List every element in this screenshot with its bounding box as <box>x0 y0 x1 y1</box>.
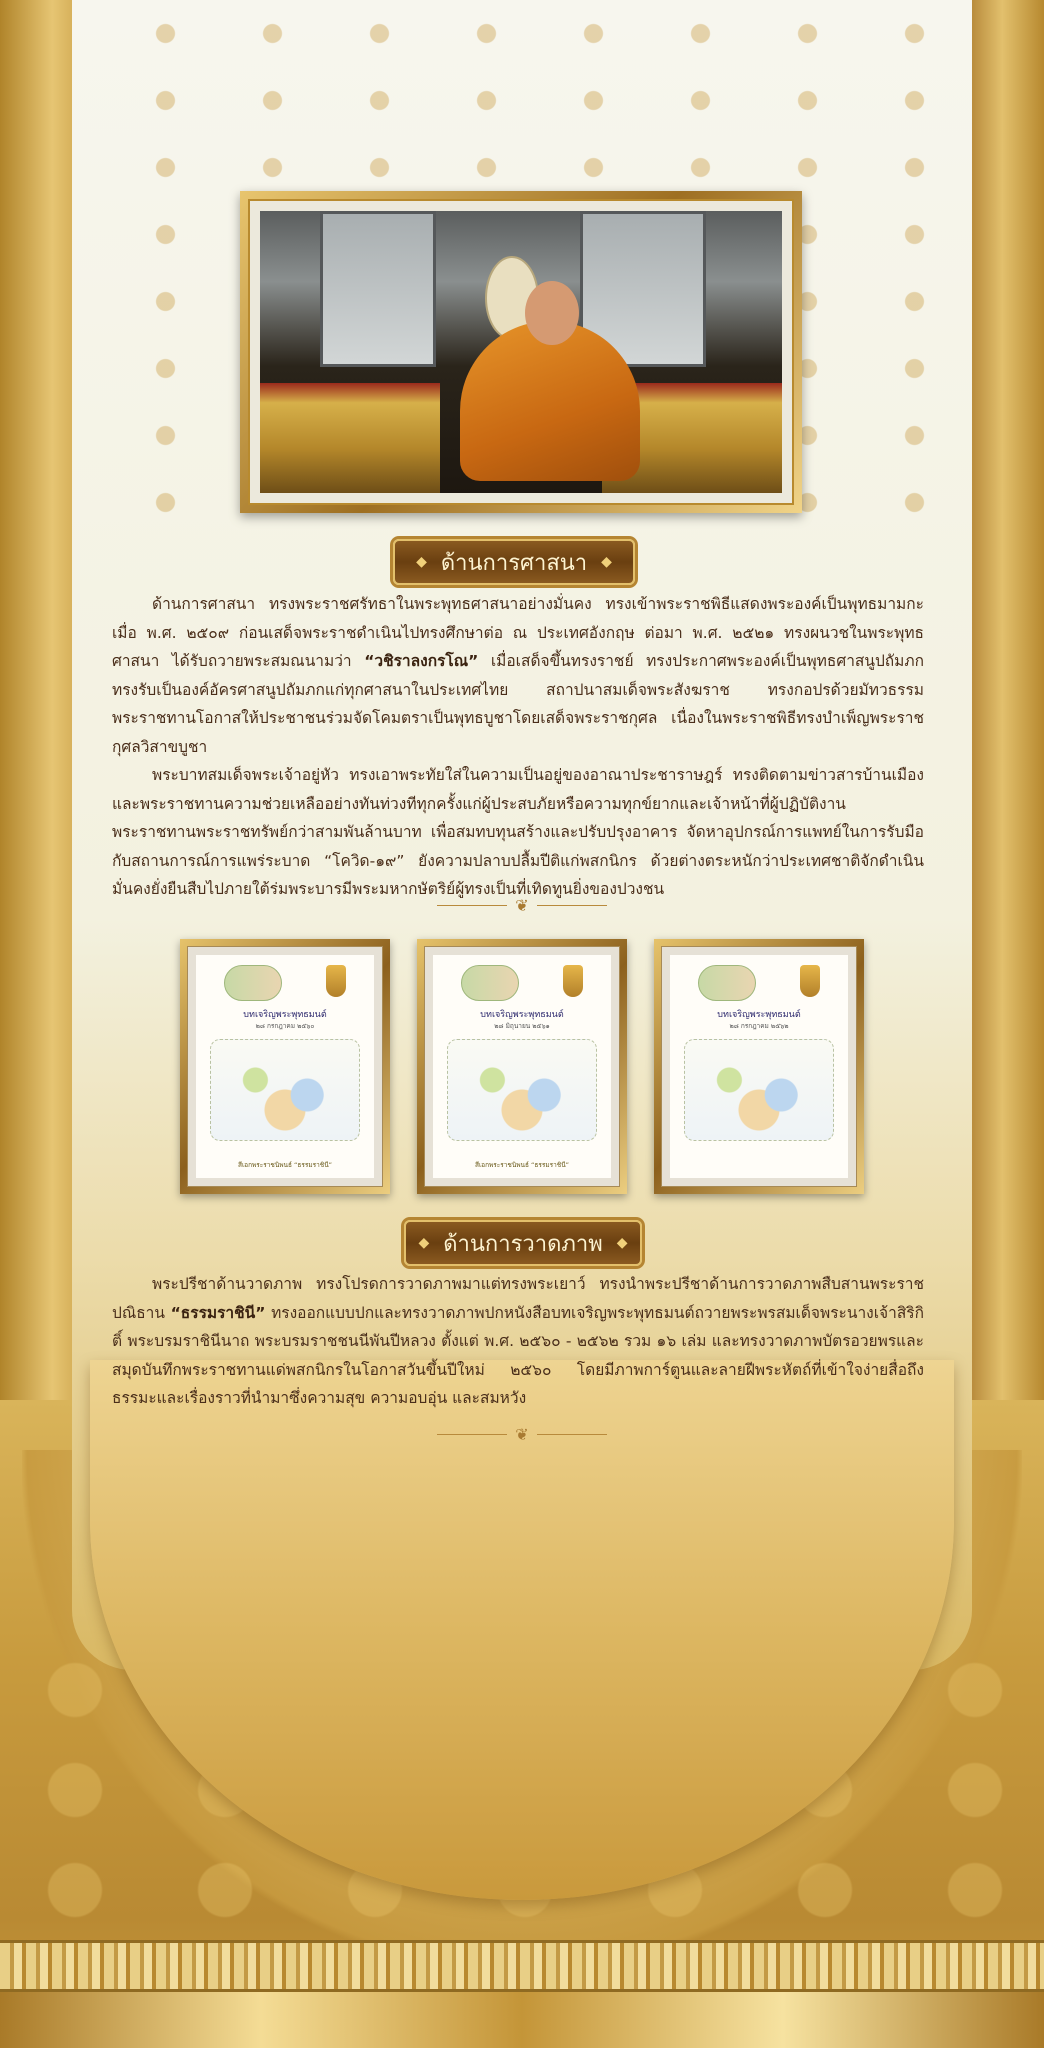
monk-photo-frame <box>240 191 802 513</box>
cartoon-drawing <box>210 1039 360 1141</box>
drawing-paragraph: พระปรีชาด้านวาดภาพ ทรงโปรดการวาดภาพมาแต่ทรงพระเยาว์ ทรงนำพระปรีชาด้านการวาดภาพสืบสานพระราชปณิธาน “ธรรมราชินี” ทรงออกแบบปกและทรงวาดภาพปกหนังสือบทเจริญพระพุทธมนต์ถวายพระพรสมเด็จพระนางเจ้าสิริกิติ์ พระบรมราชินีนาถ พระบรมราชชนนีพันปีหลวง ตั้งแต่ พ.ศ. ๒๕๖๐ - ๒๕๖๒ รวม ๑๖ เล่ม และทรงวาดภาพบัตรอวยพรและสมุดบันทึกพระราชทานแด่พสกนิกรในโอกาสวันขึ้นปีใหม่ ๒๕๖๐ โดยมีภาพการ์ตูนและลายฝีพระหัตถ์ที่เข้าใจง่ายสื่อถึงธรรมะและเรื่องราวที่นำมาซึ่งความสุข ความอบอุ่น และสมหวัง <box>112 1275 924 1407</box>
greeting-card-3: บทเจริญพระพุทธมนต์ ๒๘ กรกฎาคม ๒๕๖๒ <box>654 939 864 1194</box>
royal-emblem-icon <box>326 965 346 997</box>
thai-border-band <box>0 1940 1044 1992</box>
royal-emblem-icon <box>563 965 583 997</box>
cartoon-drawing <box>447 1039 597 1141</box>
scroll-ornament-icon: ❦ <box>515 1424 529 1444</box>
diamond-ornament-icon: ◆ <box>616 1235 628 1251</box>
royal-emblem-icon <box>800 965 820 997</box>
greeting-card-1: บทเจริญพระพุทธมนต์ ๒๘ กรกฎาคม ๒๕๖๐ สีเอกพระราชนิพนธ์ “ธรรมราชินี” <box>180 939 390 1194</box>
religion-paragraph-2: พระบาทสมเด็จพระเจ้าอยู่หัว ทรงเอาพระทัยใส่ในความเป็นอยู่ของอาณาประชาราษฎร์ ทรงติดตามข่าวสารบ้านเมือง และพระราชทานความช่วยเหลืออย่างทันท่วงทีทุกครั้งแก่ผู้ประสบภัยหรือความทุกข์ยากและเจ้าหน้าที่ผู้ปฏิบัติงาน พระราชทานพระราชทรัพย์กว่าสามพันล้านบาท เพื่อสมทบทุนสร้างและปรับปรุงอาคาร จัดหาอุปกรณ์การแพทย์ในการรับมือกับสถานการณ์การแพร่ระบาด “โควิด-๑๙” ยังความปลาบปลื้มปีติแก่พสกนิกร ด้วยต่างตระหนักว่าประเทศชาติจักดำเนินมั่นคงยั่งยืนสืบไปภายใต้ร่มพระบารมีพระมหากษัตริย์ผู้ทรงเป็นที่เทิดทูนยิ่งของปวงชน <box>112 766 924 898</box>
monk-photo <box>260 211 782 493</box>
diamond-ornament-icon: ◆ <box>418 1235 430 1251</box>
religion-paragraph-1: ด้านการศาสนา ทรงพระราชศรัทธาในพระพุทธศาสนาอย่างมั่นคง ทรงเข้าพระราชพิธีแสดงพระองค์เป็นพุทธมามกะ เมื่อ พ.ศ. ๒๕๐๙ ก่อนเสด็จพระราชดำเนินไปทรงศึกษาต่อ ณ ประเทศอังกฤษ ต่อมา พ.ศ. ๒๕๒๑ ทรงผนวชในพระพุทธศาสนา ได้รับถวายพระสมณนามว่า “วชิราลงกรโณ” เมื่อเสด็จขึ้นทรงราชย์ ทรงประกาศพระองค์เป็นพุทธศาสนูปถัมภก ทรงรับเป็นองค์อัครศาสนูปถัมภกแก่ทุกศาสนาในประเทศไทย สถาปนาสมเด็จพระสังฆราช ทรงกอปรด้วยมัทวธรรม พระราชทานโอกาสให้ประชาชนร่วมจัดโคมตราเป็นพุทธบูชาโดยเสด็จพระราชกุศล เนื่องในพระราชพิธีทรงบำเพ็ญพระราชกุศลวิสาขบูชา <box>112 595 924 756</box>
diamond-ornament-icon: ◆ <box>601 554 612 570</box>
royal-portrait <box>698 965 756 1001</box>
greeting-card-2: บทเจริญพระพุทธมนต์ ๒๘ มิถุนายน ๒๕๖๑ สีเอกพระราชนิพนธ์ “ธรรมราชินี” <box>417 939 627 1194</box>
ornamental-divider <box>400 1422 644 1446</box>
religion-section-title: ◆ ด้านการศาสนา ◆ <box>393 539 635 585</box>
scroll-ornament-icon: ❦ <box>515 895 529 915</box>
royal-portrait <box>461 965 519 1001</box>
royal-portrait <box>224 965 282 1001</box>
gold-bottom-strip <box>0 1992 1044 2048</box>
cartoon-drawing <box>684 1039 834 1141</box>
religion-text <box>112 590 924 904</box>
drawing-text <box>112 1270 924 1413</box>
drawing-section-title: ◆ ด้านการวาดภาพ ◆ <box>404 1220 642 1266</box>
diamond-ornament-icon: ◆ <box>416 554 427 570</box>
ornamental-divider <box>400 893 644 917</box>
